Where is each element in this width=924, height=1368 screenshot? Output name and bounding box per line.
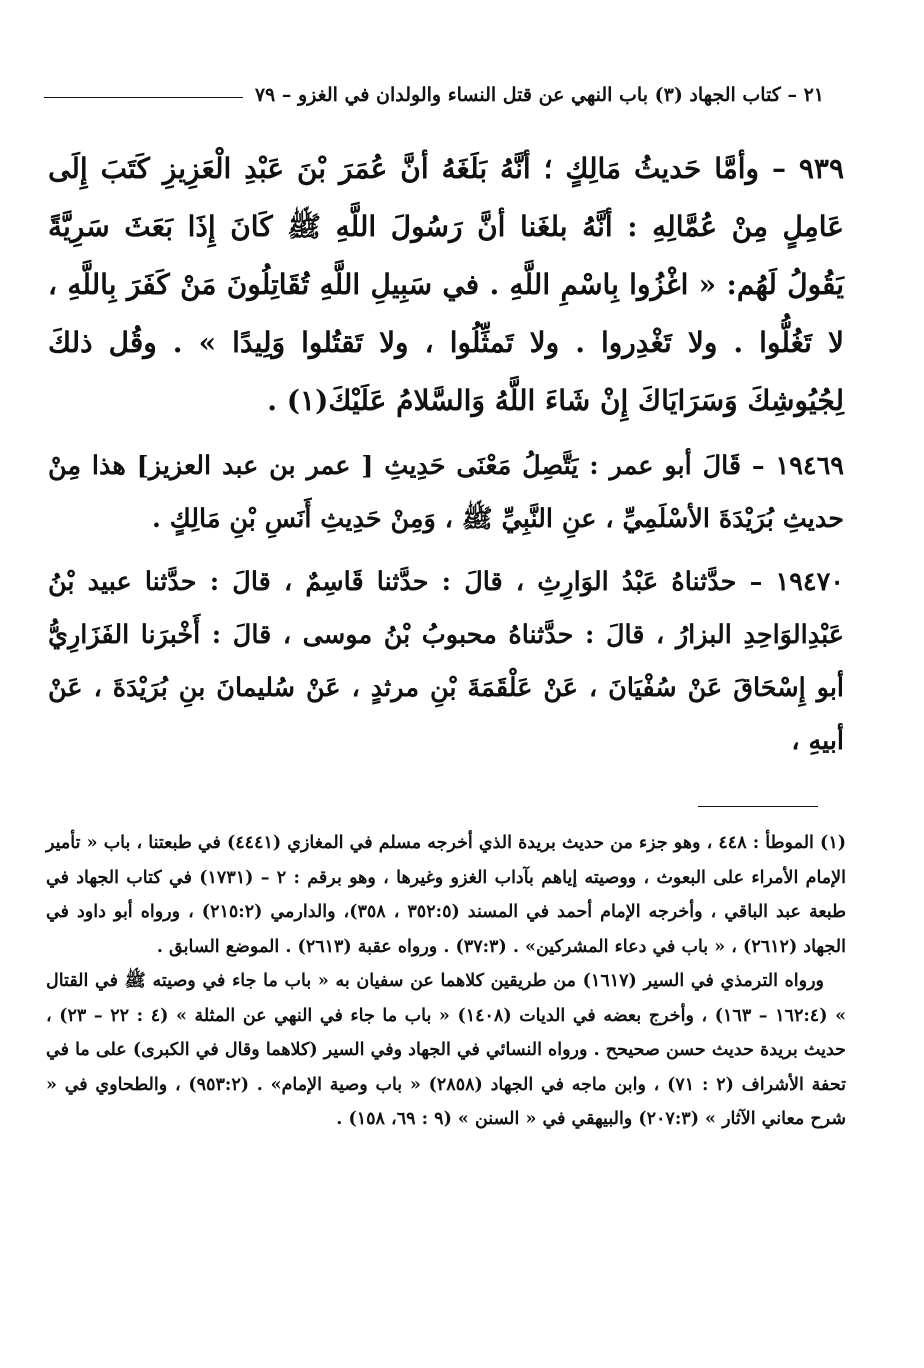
hadith-paragraph-19469: ١٩٤٦٩ – قَالَ أبو عمر : يَتَّصِلُ مَعْنَى حَدِيثِ [ عمر بن عبد العزيز] هذا مِنْ حديثِ بُرَيْدَةَ الأسْلَمِيِّ ، عنِ النَّبِيِّ ﷺ ، وَمِنْ حَدِيثِ أَنَسِ بْنِ مَالِكٍ . — [48, 451, 844, 534]
hadith-paragraph-19470: ١٩٤٧٠ – حدَّثناهُ عَبْدُ الوَارِثِ ، قالَ : حدَّثنا قَاسِمٌ ، قالَ : حدَّثنا عبيد بْنُ عَبْدِالوَاحِدِ البزارُ ، قالَ : حدَّثناهُ محبوبُ بْنُ موسى ، قالَ : أَخْبرَنا الفَزَارِيُّ أبو إِسْحَاقَ عَنْ سُفْيَانَ ، عَنْ عَلْقَمَةَ بْنِ مرثدٍ ، عَنْ سُليمانَ بنِ بُرَيْدَةَ ، عَنْ أبيهِ ، — [48, 567, 844, 756]
footnotes — [46, 826, 846, 1137]
running-head-text: ٢١ – كتاب الجهاد (٣) باب النهي عن قتل النساء والولدان في الغزو – ٧٩ — [254, 84, 824, 106]
hadith-paragraph-939: ٩٣٩ – وأمَّا حَديثُ مَالِكٍ ؛ أنَّهُ بَلَغَهُ أنَّ عُمَرَ بْنَ عَبْدِ الْعَزِيزِ كَتَبَ إِلَى عَامِلٍ مِنْ عُمَّالِهِ : أنَّهُ بلغَنا أنَّ رَسُولَ اللَّهِ ﷺ كَانَ إِذَا بَعَثَ سَرِيَّةً يَقُولُ لَهُم: « اغْزُوا بِاسْمِ اللَّهِ . في سَبِيلِ اللَّهِ تُقَاتِلُونَ مَنْ كَفَرَ بِاللَّهِ ، لا تَغُلُّوا . ولا تَغْدِروا . ولا تَمثِّلُوا ، ولا تَقتُلوا وَلِيدًا » . وقُل ذلكَ لِجُيُوشِكَ وَسَرَايَاكَ إِنْ شَاءَ اللَّهُ وَالسَّلامُ عَلَيْكَ(١) . — [48, 152, 844, 417]
footnote-1-continued: ورواه الترمذي في السير (١٦١٧) من طريقين كلاهما عن سفيان به « باب ما جاء في وصيته ﷺ في القتال » (١٦٢:٤ – ١٦٣) ، وأخرج بعضه في الديات (١٤٠٨) « باب ما جاء في النهي عن المثلة » (٤ : ٢٢ – ٢٣) ، حديث بريدة حديث حسن صحيحح . ورواه النسائي في الجهاد وفي السير (كلاهما وقال في الكبرى) على ما في تحفة الأشراف (٢ : ٧١) ، وابن ماجه في الجهاد (٢٨٥٨) « باب وصية الإمام» . (٩٥٣:٢) ، والطحاوي في « شرح معاني الآثار » (٢٠٧:٣) والبيهقي في « السنن » (٩ : ٦٩، ١٥٨) . — [46, 971, 847, 1129]
footnote-1: (١) الموطأ : ٤٤٨ ، وهو جزء من حديث بريدة الذي أخرجه مسلم في المغازي (٤٤٤١) في طبعتنا ، باب « تأمير الإمام الأمراء على البعوث ، ووصيته إياهم بآداب الغزو وغيرها ، وهو برقم : ٢ – (١٧٣١) في كتاب الجهاد في طبعة عبد الباقي ، وأخرجه الإمام أحمد في المسند (٣٥٢:٥ ، ٣٥٨)، والدارمي (٢١٥:٢) ، ورواه أبو داود في الجهاد (٢٦١٢) ، « باب في دعاء المشركين» . (٣٧:٣) . ورواه عقبة (٢٦١٣) . الموضع السابق . — [46, 833, 847, 957]
main-text — [48, 140, 844, 768]
footnote-separator — [698, 806, 818, 807]
running-head — [44, 78, 824, 112]
header-rule — [44, 97, 243, 98]
